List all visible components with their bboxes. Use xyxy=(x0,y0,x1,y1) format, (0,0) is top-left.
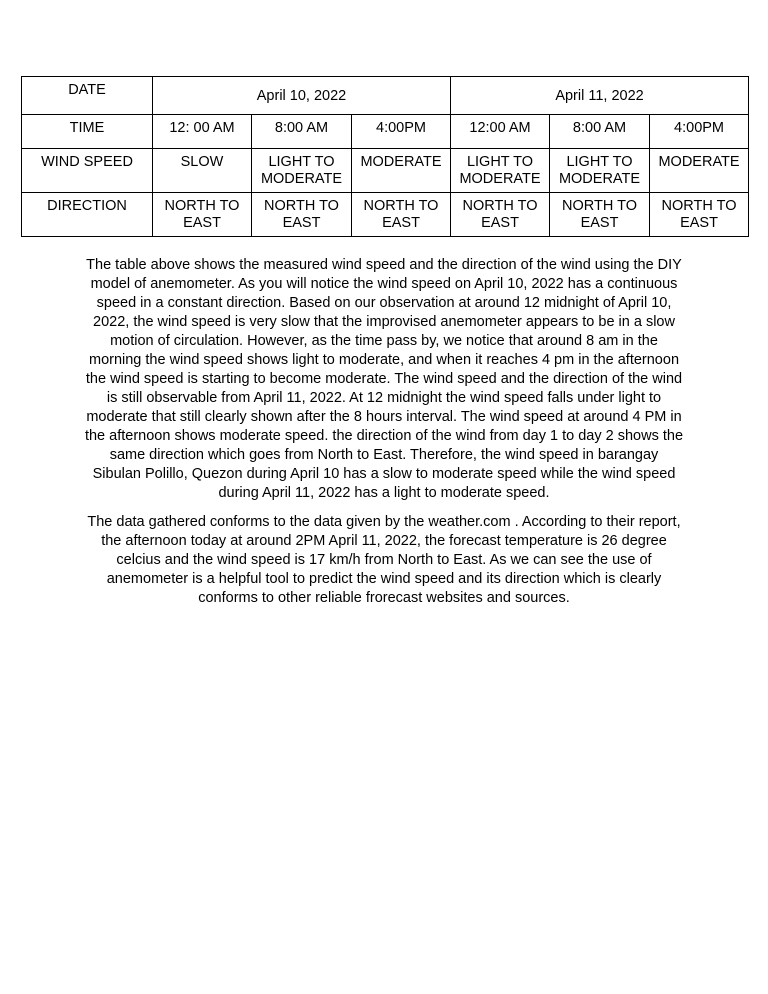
table-cell: SLOW xyxy=(153,149,252,193)
table-cell-date-label: DATE xyxy=(22,77,153,115)
table-cell: 4:00PM xyxy=(352,115,451,149)
table-cell-date-april11: April 11, 2022 xyxy=(451,77,749,115)
table-cell: 12:00 AM xyxy=(451,115,550,149)
wind-data-table xyxy=(21,76,749,237)
table-row-direction xyxy=(22,193,749,237)
table-cell-time-label: TIME xyxy=(22,115,153,149)
table-cell: NORTH TO EAST xyxy=(550,193,650,237)
table-cell: LIGHT TO MODERATE xyxy=(252,149,352,193)
table-cell: NORTH TO EAST xyxy=(153,193,252,237)
table-cell: NORTH TO EAST xyxy=(650,193,749,237)
table-row-wind-speed xyxy=(22,149,749,193)
table-cell: MODERATE xyxy=(650,149,749,193)
table-row-time xyxy=(22,115,749,149)
table-cell: NORTH TO EAST xyxy=(252,193,352,237)
table-cell-wind-speed-label: WIND SPEED xyxy=(22,149,153,193)
table-row-date xyxy=(22,77,749,115)
document-body-text xyxy=(84,256,684,618)
table-cell: 8:00 AM xyxy=(550,115,650,149)
paragraph-conclusion: The data gathered conforms to the data given by the weather.com . According to their report, the afternoon today at around 2PM April 11, 2022, the forecast temperature is 26 degree celcius and the wind speed is 17 km/h from North to East. As we can see the use of anemometer is a helpful tool to predict the wind speed and its direction which is clearly conforms to other reliable frorecast websites and sources. xyxy=(87,514,681,606)
table-cell: MODERATE xyxy=(352,149,451,193)
table-cell: NORTH TO EAST xyxy=(451,193,550,237)
table-cell: 12: 00 AM xyxy=(153,115,252,149)
table-cell: LIGHT TO MODERATE xyxy=(550,149,650,193)
table-cell-direction-label: DIRECTION xyxy=(22,193,153,237)
table-cell: NORTH TO EAST xyxy=(352,193,451,237)
table-cell-date-april10: April 10, 2022 xyxy=(153,77,451,115)
table-cell: 8:00 AM xyxy=(252,115,352,149)
table-cell: 4:00PM xyxy=(650,115,749,149)
paragraph-analysis: The table above shows the measured wind speed and the direction of the wind using the DIY model of anemometer. As you will notice the wind speed on April 10, 2022 has a continuous speed in a constant direction. Based on our observation at around 12 midnight of April 10, 2022, the wind speed is very slow that the improvised anemometer appears to be in a slow motion of circulation. However, as the time pass by, we notice that around 8 am in the morning the wind speed shows light to moderate, and when it reaches 4 pm in the afternoon the wind speed is starting to become moderate. The wind speed and the direction of the wind is still observable from April 11, 2022. At 12 midnight the wind speed falls under light to moderate that still clearly shown after the 8 hours interval. The wind speed at around 4 PM in the afternoon shows moderate speed. the direction of the wind from day 1 to day 2 shows the same direction which goes from North to East. Therefore, the wind speed in barangay Sibulan Polillo, Quezon during April 10 has a slow to moderate speed while the wind speed during April 11, 2022 has a light to moderate speed. xyxy=(84,257,684,501)
table-cell: LIGHT TO MODERATE xyxy=(451,149,550,193)
